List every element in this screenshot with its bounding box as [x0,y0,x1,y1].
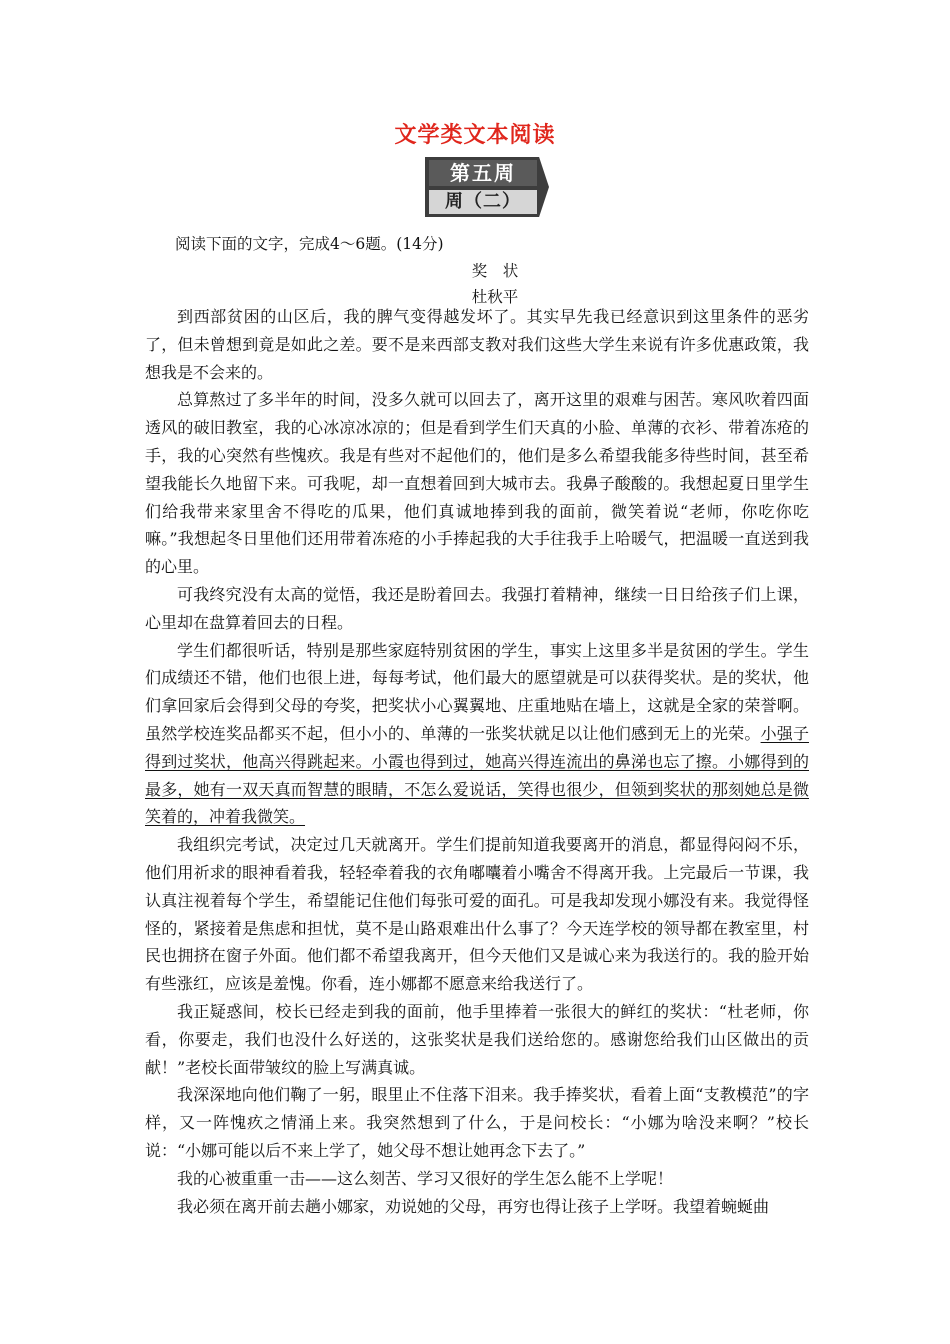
paragraph: 可我终究没有太高的觉悟，我还是盼着回去。我强打着精神，继续一日日给孩子们上课，心里却在盘算着回去的日程。 [145,584,809,632]
instruction-text: 阅读下面的文字，完成4～6题。(14分) [175,235,444,253]
paragraph [145,637,809,832]
story-title: 奖 状 [471,262,519,280]
paragraph-text: 学生们都很听话，特别是那些家庭特别贫困的学生，事实上这里多半是贫困的学生。学生们成绩还不错，他们也很上进，每每考试，他们最大的愿望就是可以获得奖状。是的奖状，他们拿回家后会得到父母的夸奖，把奖状小心翼翼地、庄重地贴在墙上，这就是全家的荣誉啊。虽然学校连奖品都买不起，但小小的、单薄的一张奖状就足以让他们感到无上的光荣。 [145,640,809,743]
paragraph: 我的心被重重一击——这么刻苦、学习又很好的学生怎么能不上学呢！ [177,1168,674,1188]
paragraph: 我组织完考试，决定过几天就离开。学生们提前知道我要离开的消息，都显得闷闷不乐，他们用祈求的眼神看着我，轻轻牵着我的衣角嘟囔着小嘴舍不得离开我。上完最后一节课，我认真注视着每个学生，希望能记住他们每张可爱的面孔。可是我却发现小娜没有来。我觉得怪怪的，紧接着是焦虑和担忧，莫不是山路艰难出什么事了？今天连学校的领导都在教室里，村民也拥挤在窗子外面。他们都不希望我离开，但今天他们又是诚心来为我送行的。我的脸开始有些涨红，应该是羞愧。你看，连小娜都不愿意来给我送行了。 [145,835,809,994]
paragraph: 我必须在离开前去趟小娜家，劝说她的父母，再穷也得让孩子上学呀。我望着蜿蜒曲 [177,1196,770,1216]
paragraph: 总算熬过了多半年的时间，没多久就可以回去了，离开这里的艰难与困苦。寒风吹着四面透风的破旧教室，我的心冰凉冰凉的；但是看到学生们天真的小脸、单薄的衣衫、带着冻疮的手，我的心突然有些愧疚。我是有些对不起他们的，他们是多么希望我能多待些时间，甚至希望我能长久地留下来。可我呢，却一直想着回到大城市去。我鼻子酸酸的。我想起夏日里学生们给我带来家里舍不得吃的瓜果，他们真诚地捧到我的面前，微笑着说“老师，你吃你吃嘛。”我想起冬日里他们还用带着冻疮的小手捧起我的大手往我手上哈暖气，把温暖一直送到我的心里。 [145,390,809,577]
story-author: 杜秋平 [471,288,519,306]
week-label: 第五周 [429,160,537,186]
paragraph: 我深深地向他们鞠了一躬，眼里止不住落下泪来。我手捧奖状，看着上面“支教模范”的字样，又一阵愧疚之情涌上来。我突然想到了什么，于是问校长：“小娜为啥没来啊？”校长说：“小娜可能以后不来上学了，她父母不想让她再念下去了。” [145,1085,809,1160]
paragraph: 到西部贫困的山区后，我的脾气变得越发坏了。其实早先我已经意识到这里条件的恶劣了，但未曾想到竟是如此之差。要不是来西部支教对我们这些大学生来说有许多优惠政策，我想我是不会来的。 [145,307,809,382]
paragraph: 我正疑惑间，校长已经走到我的面前，他手里捧着一张很大的鲜红的奖状：“杜老师，你看，你要走，我们也没什么好送的，这张奖状是我们送给您的。感谢您给我们山区做出的贡献！”老校长面带皱纹的脸上写满真诚。 [145,1001,809,1077]
page-title: 文学类文本阅读 [394,122,556,148]
week-banner [425,157,555,221]
day-label: 周（二） [429,190,537,214]
story-body [145,303,809,1220]
underlined-passage: 小强子得到过奖状，他高兴得跳起来。小霞也得到过，她高兴得连流出的鼻涕也忘了擦。小娜得到的最多，她有一双天真而智慧的眼睛，不怎么爱说话，笑得也很少，但领到奖状的那刻她总是微笑着的，冲着我微笑。 [145,723,809,827]
